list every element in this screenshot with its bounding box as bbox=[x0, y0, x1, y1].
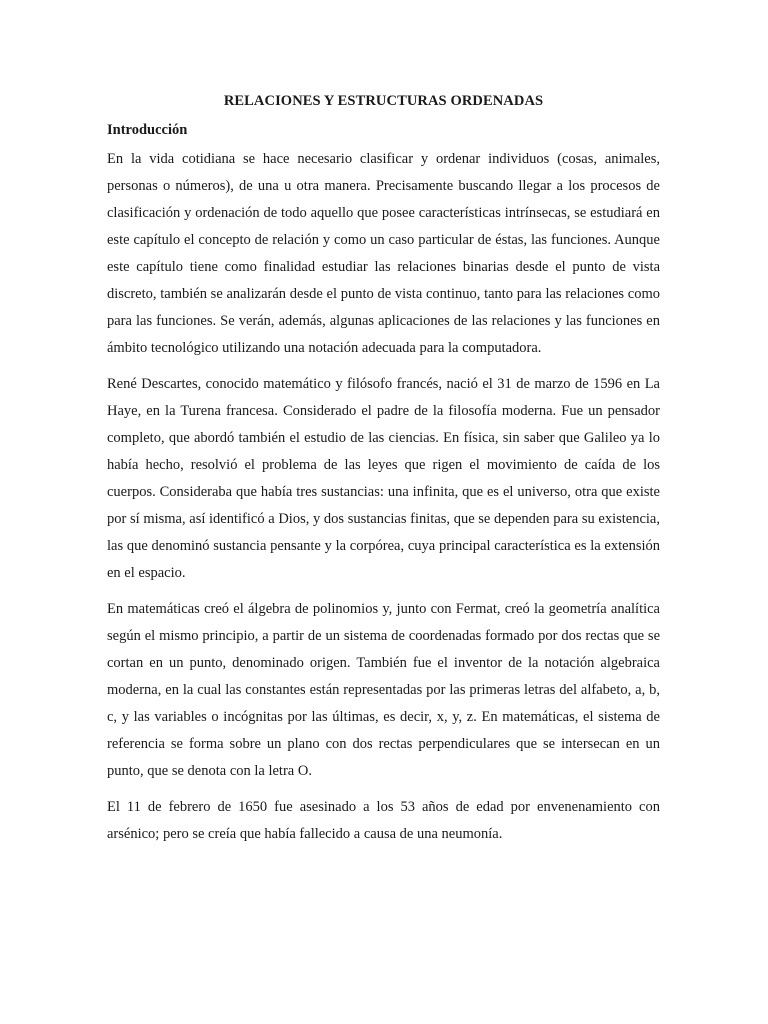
paragraph-introduction: En la vida cotidiana se hace necesario clasificar y ordenar individuos (cosas, animales, personas o números), de una u otra manera. Precisamente buscando llegar a los procesos de clasificación y ordenación de todo aquello que posee características intrínsecas, se estudiará en este capítulo el concepto de relación y como un caso particular de éstas, las funciones. Aunque este capítulo tiene como finalidad estudiar las relaciones binarias desde el punto de vista discreto, también se analizarán desde el punto de vista continuo, tanto para las relaciones como para las funciones. Se verán, además, algunas aplicaciones de las relaciones y las funciones en ámbito tecnológico utilizando una notación adecuada para la computadora. bbox=[107, 151, 660, 356]
paragraph-descartes-mathematics: En matemáticas creó el álgebra de polinomios y, junto con Fermat, creó la geometría analítica según el mismo principio, a partir de un sistema de coordenadas formado por dos rectas que se cortan en un punto, denominado origen. También fue el inventor de la notación algebraica moderna, en la cual las constantes están representadas por las primeras letras del alfabeto, a, b, c, y las variables o incógnitas por las últimas, es decir, x, y, z. En matemáticas, el sistema de referencia se forma sobre un plano con dos rectas perpendiculares que se intersecan en un punto, que se denota con la letra O. bbox=[107, 601, 660, 779]
document-title: RELACIONES Y ESTRUCTURAS ORDENADAS bbox=[223, 93, 544, 109]
document-page bbox=[107, 91, 660, 857]
paragraph-descartes-death: El 11 de febrero de 1650 fue asesinado a los 53 años de edad por envenenamiento con arsénico; pero se creía que había fallecido a causa de una neumonía. bbox=[107, 799, 660, 842]
paragraph-descartes-biography: René Descartes, conocido matemático y filósofo francés, nació el 31 de marzo de 1596 en La Haye, en la Turena francesa. Considerado el padre de la filosofía moderna. Fue un pensador completo, que abordó también el estudio de las ciencias. En física, sin saber que Galileo ya lo había hecho, resolvió el problema de las leyes que rigen el movimiento de caída de los cuerpos. Consideraba que había tres sustancias: una infinita, que es el universo, otra que existe por sí misma, así identificó a Dios, y dos sustancias finitas, que se dependen para su existencia, las que denominó sustancia pensante y la corpórea, cuya principal característica es la extensión en el espacio. bbox=[107, 376, 660, 581]
section-heading-introduction: Introducción bbox=[107, 122, 188, 138]
